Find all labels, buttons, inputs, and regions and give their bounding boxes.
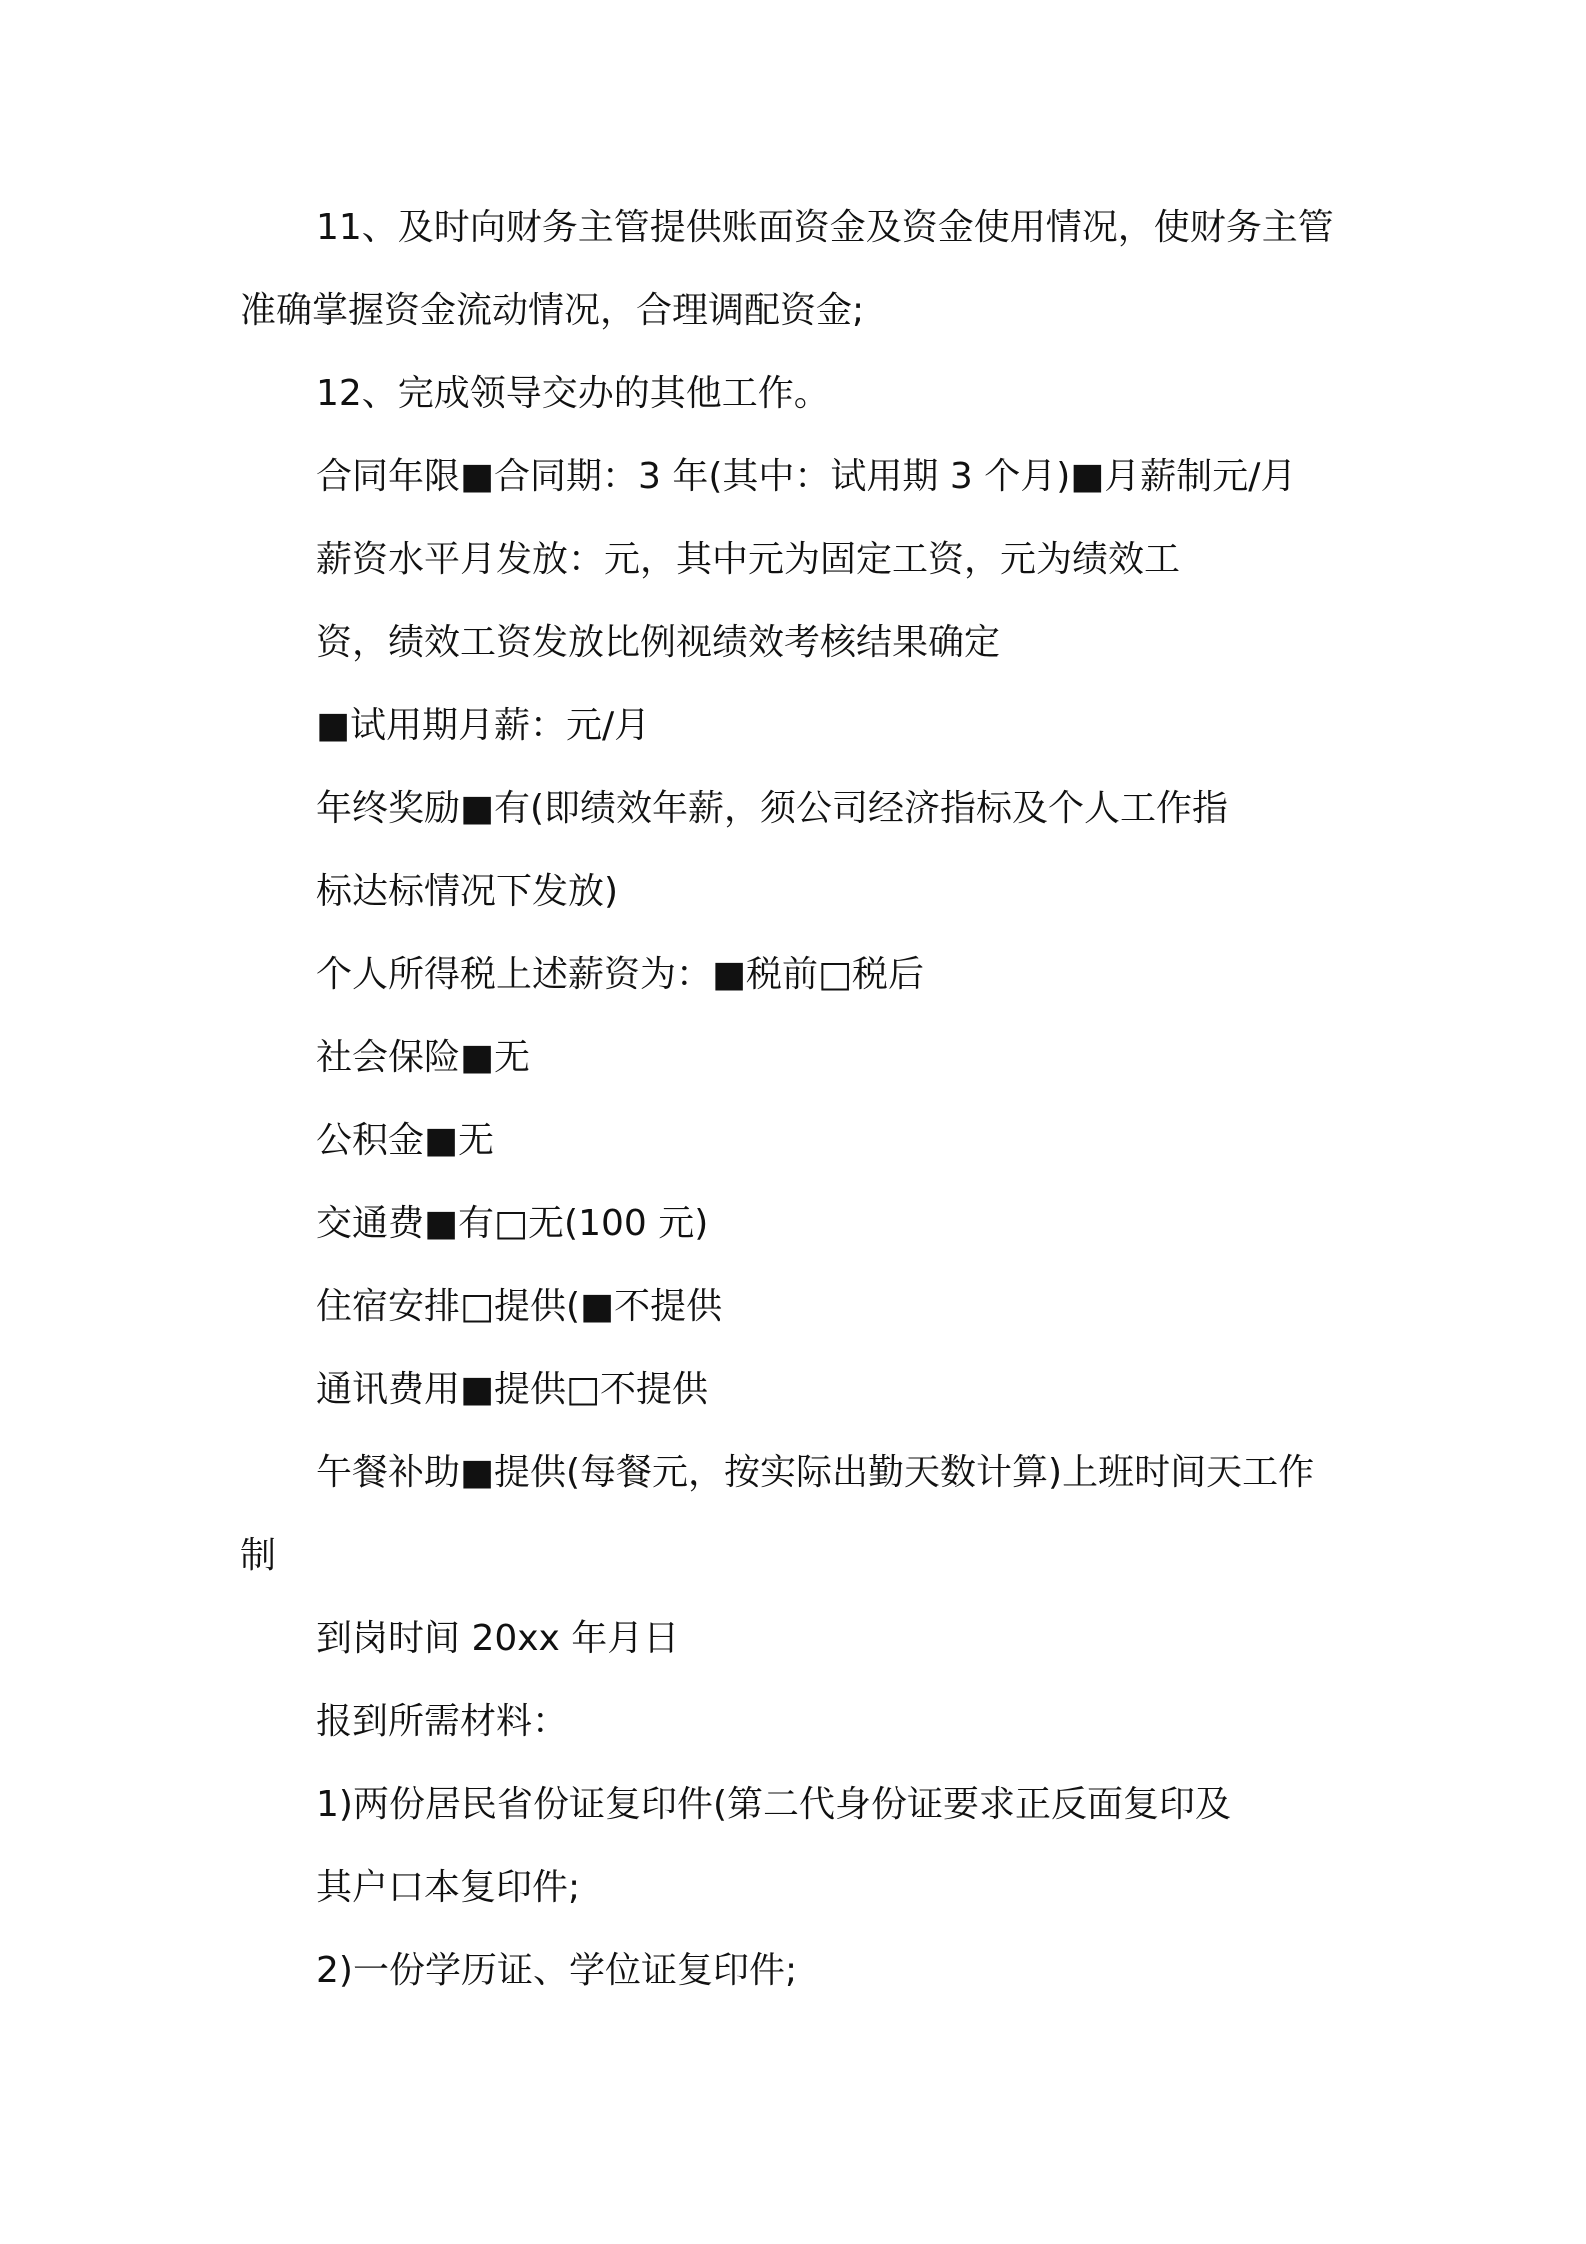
text-line-salary-level: 薪资水平月发放：元，其中元为固定工资，元为绩效工 <box>316 539 1181 580</box>
text-line-required-materials: 报到所需材料： <box>316 1701 569 1742</box>
text-line-item-11: 11、及时向财务主管提供账面资金及资金使用情况，使财务主管 <box>316 207 1334 248</box>
text-line-start-date: 到岗时间 20xx 年月日 <box>316 1618 680 1659</box>
text-line-year-end-bonus-cont: 标达标情况下发放) <box>316 871 619 912</box>
text-line-probation-salary: ■试用期月薪：元/月 <box>316 705 651 746</box>
text-line-material-1: 1)两份居民省份证复印件(第二代身份证要求正反面复印及 <box>316 1784 1231 1825</box>
text-line-housing-fund: 公积金■无 <box>316 1120 495 1161</box>
text-line-material-2: 2)一份学历证、学位证复印件; <box>316 1950 798 1991</box>
text-line-social-insurance: 社会保险■无 <box>316 1037 531 1078</box>
text-line-item-11-cont: 准确掌握资金流动情况，合理调配资金; <box>240 290 865 331</box>
text-line-communication-fee: 通讯费用■提供□不提供 <box>316 1369 709 1410</box>
text-line-lunch-allowance-cont: 制 <box>240 1535 277 1576</box>
text-line-item-12: 12、完成领导交办的其他工作。 <box>316 373 830 414</box>
text-line-transport-fee: 交通费■有□无(100 元) <box>316 1203 709 1244</box>
text-line-salary-level-cont: 资，绩效工资发放比例视绩效考核结果确定 <box>316 622 1001 663</box>
text-line-material-1-cont: 其户口本复印件; <box>316 1867 581 1908</box>
text-line-year-end-bonus: 年终奖励■有(即绩效年薪，须公司经济指标及个人工作指 <box>316 788 1229 829</box>
text-line-contract-term: 合同年限■合同期：3 年(其中：试用期 3 个月)■月薪制元/月 <box>316 456 1297 497</box>
text-line-lunch-allowance: 午餐补助■提供(每餐元，按实际出勤天数计算)上班时间天工作 <box>316 1452 1315 1493</box>
text-line-income-tax: 个人所得税上述薪资为：■税前□税后 <box>316 954 925 995</box>
text-line-accommodation: 住宿安排□提供(■不提供 <box>316 1286 723 1327</box>
